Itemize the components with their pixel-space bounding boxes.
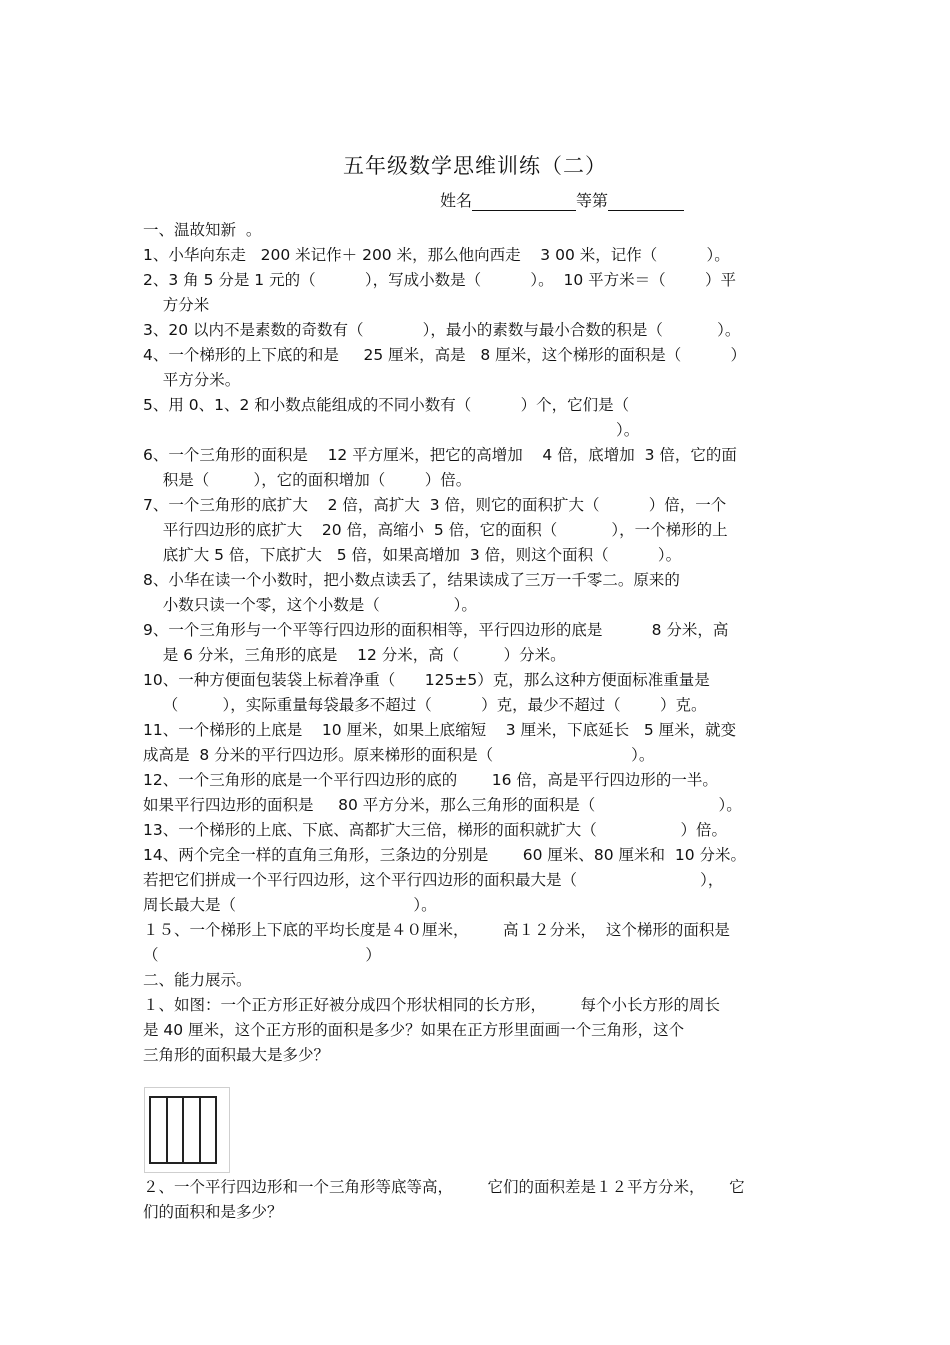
square-figure xyxy=(144,1087,230,1173)
question-line: １、如图：一个正方形正好被分成四个形状相同的长方形， 每个小长方形的周长 xyxy=(143,996,720,1014)
section-heading: 二、能力展示。 xyxy=(143,971,252,989)
name-grade-line xyxy=(440,188,684,211)
question-line: 10、一种方便面包装袋上标着净重（ 125±5）克，那么这种方便面标准重量是 xyxy=(143,671,710,689)
question-line: 8、小华在读一个小数时，把小数点读丢了，结果读成了三万一千零二。原来的 xyxy=(143,571,680,589)
question-line: 9、一个三角形与一个平等行四边形的面积相等，平行四边形的底是 8 分米，高 xyxy=(143,621,729,639)
question-line: 是 40 厘米，这个正方形的面积是多少？如果在正方形里面画一个三角形，这个 xyxy=(143,1021,685,1039)
question-line: 方分米 xyxy=(143,296,210,314)
question-line: 3、20 以内不是素数的奇数有（ ），最小的素数与最小合数的积是（ ）。 xyxy=(143,321,741,339)
question-line: （ ） xyxy=(143,946,381,964)
question-line: 13、一个梯形的上底、下底、高都扩大三倍，梯形的面积就扩大（ ）倍。 xyxy=(143,821,727,839)
section-review xyxy=(143,218,813,1068)
grade-blank[interactable] xyxy=(608,196,684,211)
question-line: 如果平行四边形的面积是 80 平方分米，那么三角形的面积是（ ）。 xyxy=(143,796,742,814)
question-line: 周长最大是（ ）。 xyxy=(143,896,437,914)
question-line: 是 6 分米，三角形的底是 12 分米，高（ ）分米。 xyxy=(143,646,566,664)
section-heading: 一、温故知新 。 xyxy=(143,221,262,239)
question-line: 平方分米。 xyxy=(143,371,241,389)
grade-label: 等第 xyxy=(576,191,609,210)
divider-line xyxy=(166,1098,168,1162)
question-line: 若把它们拼成一个平行四边形，这个平行四边形的面积最大是（ ）， xyxy=(143,871,724,889)
question-line: 平行四边形的底扩大 20 倍，高缩小 5 倍，它的面积（ ），一个梯形的上 xyxy=(143,521,728,539)
question-line: 们的面积和是多少？ xyxy=(143,1203,283,1221)
question-line: 底扩大 5 倍，下底扩大 5 倍，如果高增加 3 倍，则这个面积（ ）。 xyxy=(143,546,682,564)
square-divided-into-rectangles xyxy=(149,1096,217,1164)
question-line: （ ），实际重量每袋最多不超过（ ）克，最少不超过（ ）克。 xyxy=(143,696,707,714)
question-line: 1、小华向东走 200 米记作＋ 200 米，那么他向西走 3 00 米，记作（ ）。 xyxy=(143,246,730,264)
question-line: 12、一个三角形的底是一个平行四边形的底的 16 倍，高是平行四边形的一半。 xyxy=(143,771,718,789)
question-line: 11、一个梯形的上底是 10 厘米，如果上底缩短 3 厘米，下底延长 5 厘米，就变 xyxy=(143,721,737,739)
question-line: 三角形的面积最大是多少？ xyxy=(143,1046,330,1064)
question-line: ２、一个平行四边形和一个三角形等底等高， 它们的面积差是１２平方分米， 它 xyxy=(143,1178,745,1196)
question-line: 14、两个完全一样的直角三角形，三条边的分别是 60 厘米、80 厘米和 10 分米。 xyxy=(143,846,747,864)
divider-line xyxy=(199,1098,201,1162)
question-line: １５、一个梯形上下底的平均长度是４０厘米， 高１２分米， 这个梯形的面积是 xyxy=(143,921,730,939)
question-line: 4、一个梯形的上下底的和是 25 厘米，高是 8 厘米，这个梯形的面积是（ ） xyxy=(143,346,746,364)
name-blank[interactable] xyxy=(472,196,576,211)
name-label: 姓名 xyxy=(440,191,473,210)
question-line: 小数只读一个零，这个小数是（ ）。 xyxy=(143,596,477,614)
question-line: 积是（ ），它的面积增加（ ）倍。 xyxy=(143,471,472,489)
question-line: 2、3 角 5 分是 1 元的（ ），写成小数是（ ）。 10 平方米＝（ ）平 xyxy=(143,271,737,289)
question-line: 成高是 8 分米的平行四边形。原来梯形的面积是（ ）。 xyxy=(143,746,655,764)
question-2 xyxy=(143,1175,813,1225)
divider-line xyxy=(182,1098,184,1162)
question-line: 6、一个三角形的面积是 12 平方厘米，把它的高增加 4 倍，底增加 3 倍，它的面 xyxy=(143,446,737,464)
page-title: 五年级数学思维训练（二） xyxy=(343,154,607,178)
question-line: 5、用 0、1、2 和小数点能组成的不同小数有（ ）个，它们是（ xyxy=(143,396,630,414)
question-line: 7、一个三角形的底扩大 2 倍，高扩大 3 倍，则它的面积扩大（ ）倍，一个 xyxy=(143,496,727,514)
question-line: ）。 xyxy=(143,421,640,439)
